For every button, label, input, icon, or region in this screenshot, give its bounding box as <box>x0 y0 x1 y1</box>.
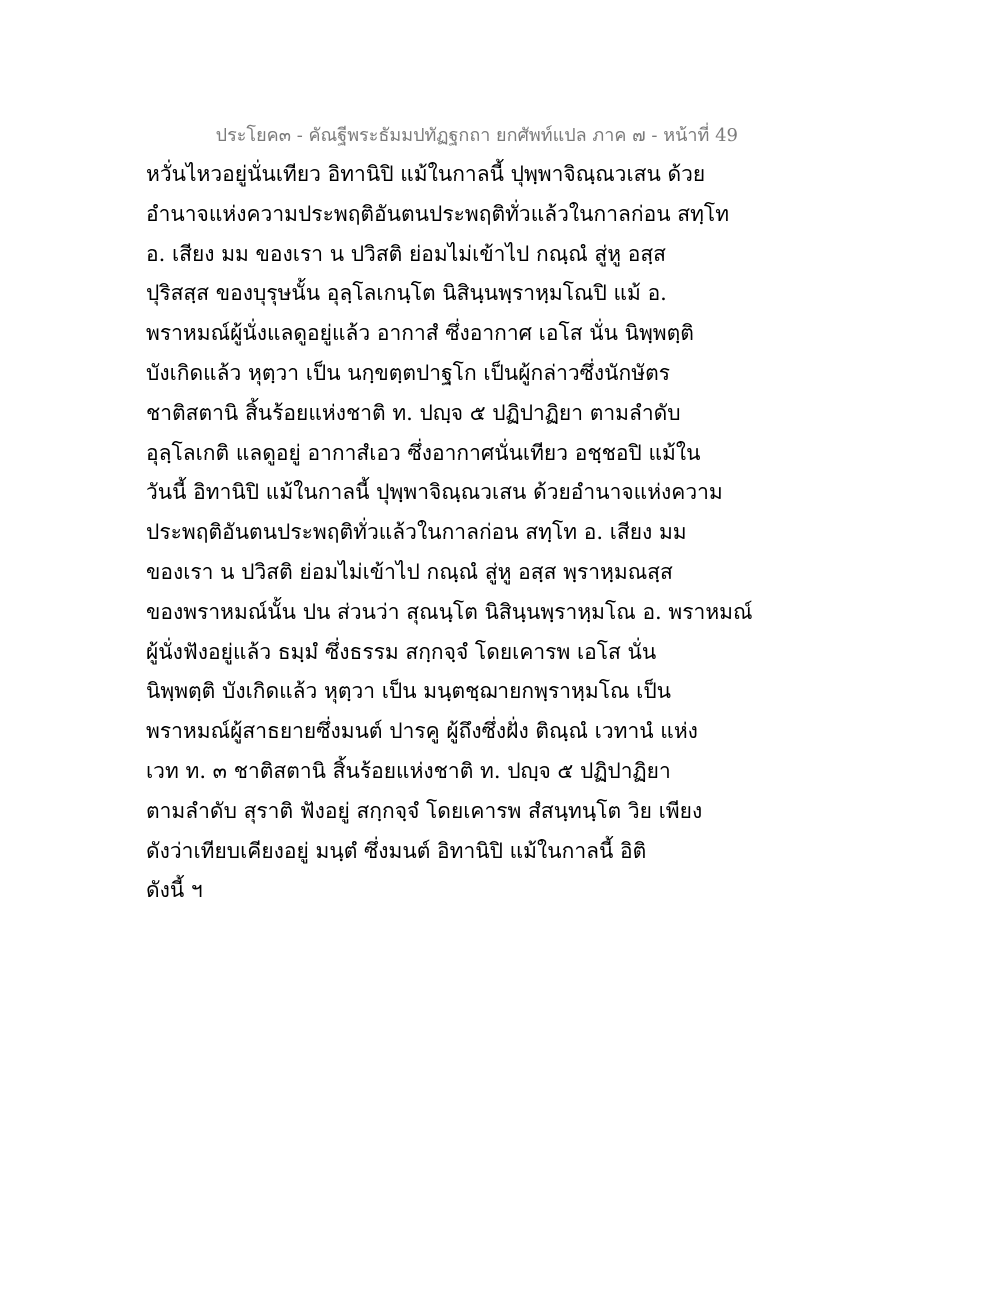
text-line: บังเกิดแล้ว หุตฺวา เป็น นกฺขตฺตปาฐโก เป็นผู้กล่าวซึ่งนักษัตร <box>146 360 671 385</box>
text-line: อ. เสียง มม ของเรา น ปวิสติ ย่อมไม่เข้าไป กณฺณํ สู่หู อสฺส <box>146 241 666 266</box>
text-line: วันนี้ อิทานิปิ แม้ในกาลนี้ ปุพฺพาจิณฺณวเสน ด้วยอำนาจแห่งความ <box>146 480 723 505</box>
text-line: ดังนี้ ฯ <box>146 878 203 903</box>
text-line: เวท ท. ๓ ชาติสตานิ สิ้นร้อยแห่งชาติ ท. ปญฺจ ๕ ปฏิปาฏิยา <box>146 758 671 783</box>
text-line: หวั่นไหวอยู่นั่นเทียว อิทานิปิ แม้ในกาลนี้ ปุพฺพาจิณฺณวเสน ด้วย <box>146 162 706 186</box>
text-line: ของเรา น ปวิสติ ย่อมไม่เข้าไป กณฺณํ สู่หู อสฺส พฺราหฺมณสฺส <box>146 559 673 584</box>
text-line: พราหมณ์ผู้สาธยายซึ่งมนต์ ปารคู ผู้ถึงซึ่งฝั่ง ติณฺณํ เวทานํ แห่ง <box>146 719 698 744</box>
text-line: อุลฺโลเกติ แลดูอยู่ อากาสํเอว ซึ่งอากาศนั่นเทียว อชฺชอปิ แม้ใน <box>146 440 701 465</box>
text-line: นิพฺพตฺติ บังเกิดแล้ว หุตฺวา เป็น มนฺตชฺฌายกพฺราหฺมโณ เป็น <box>146 679 671 704</box>
text-line: ของพราหมณ์นั้น ปน ส่วนว่า สุณนฺโต นิสินฺนพฺราหฺมโณ อ. พราหมณ์ <box>146 599 753 624</box>
text-line: ชาติสตานิ สิ้นร้อยแห่งชาติ ท. ปญฺจ ๕ ปฏิปาฏิยา ตามลำดับ <box>146 400 681 425</box>
text-line: ตามลำดับ สุราติ ฟังอยู่ สกฺกจฺจํ โดยเคารพ สํสนฺทนฺโต วิย เพียง <box>146 798 703 823</box>
text-line: ผู้นั่งฟังอยู่แล้ว ธมฺมํ ซึ่งธรรม สกฺกจฺจํ โดยเคารพ เอโส นั่น <box>146 639 657 664</box>
text-line: ดังว่าเทียบเคียงอยู่ มนฺตํ ซึ่งมนต์ อิทานิปิ แม้ในกาลนี้ อิติ <box>146 838 647 863</box>
text-line: อำนาจแห่งความประพฤติอันตนประพฤติทั่วแล้วในกาลก่อน สทฺโท <box>146 201 730 226</box>
body-text <box>146 155 753 911</box>
text-line: พราหมณ์ผู้นั่งแลดูอยู่แล้ว อากาสํ ซึ่งอากาศ เอโส นั่น นิพฺพตฺติ <box>146 321 694 346</box>
text-line: ปุริสสฺส ของบุรุษนั้น อุลฺโลเกนฺโต นิสินฺนพฺราหฺมโณปิ แม้ อ. <box>146 281 667 306</box>
running-header: ประโยค๓ - คัณฐีพระธัมมปทัฏฐกถา ยกศัพท์แปล ภาค ๗ - หน้าที่ 49 <box>215 125 738 146</box>
text-line: ประพฤติอันตนประพฤติทั่วแล้วในกาลก่อน สทฺโท อ. เสียง มม <box>146 520 687 545</box>
